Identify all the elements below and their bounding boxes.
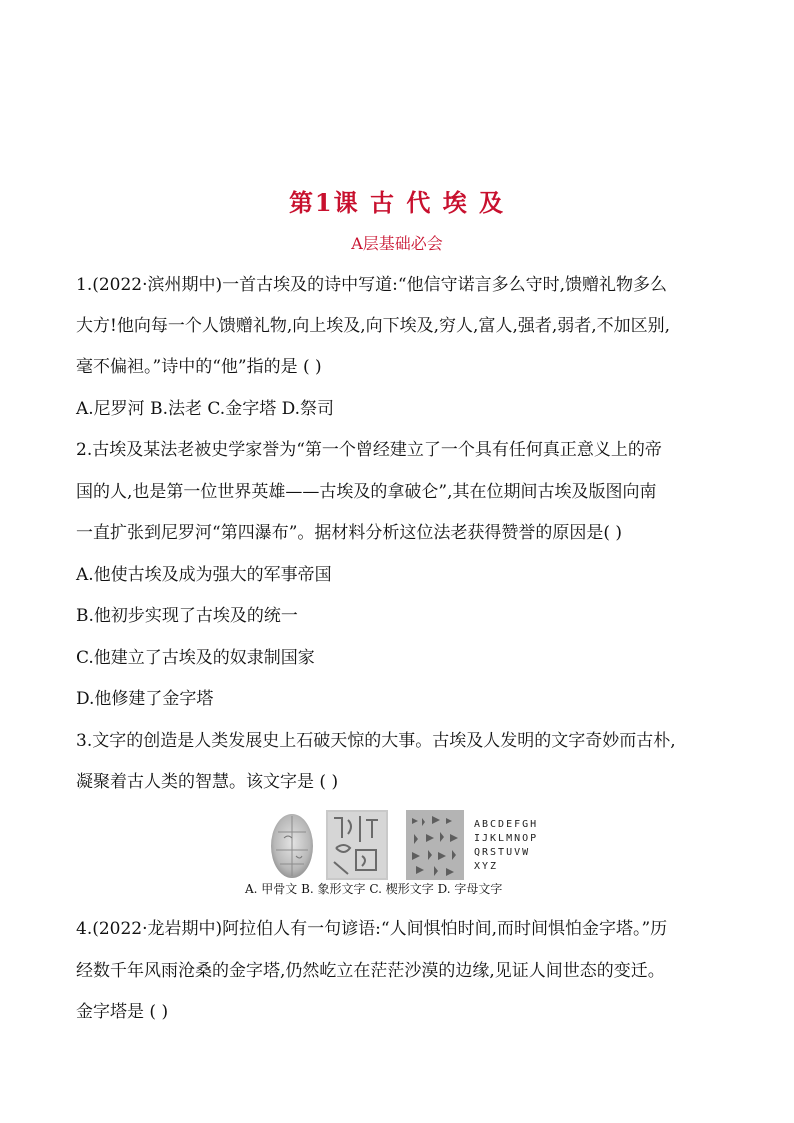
q2-option-a: A.他使古埃及成为强大的军事帝国 xyxy=(76,565,332,585)
alphabet-sample: ABCDEFGH IJKLMNOP QRSTUVW XYZ xyxy=(474,819,539,872)
q2-line-2: 国的人,也是第一位世界英雄——古埃及的拿破仑”,其在位期间古埃及版图向南 xyxy=(76,482,657,502)
q4-line-3: 金字塔是 ( ) xyxy=(76,1002,169,1022)
q1-line-2: 大方!他向每一个人馈赠礼物,向上埃及,向下埃及,穷人,富人,强者,弱者,不加区别, xyxy=(76,316,671,336)
q1-options: A.尼罗河 B.法老 C.金字塔 D.祭司 xyxy=(76,399,335,419)
q2-line-1: 2.古埃及某法老被史学家誉为“第一个曾经建立了一个具有任何真正意义上的帝 xyxy=(76,440,662,460)
cuneiform-picture xyxy=(406,810,464,880)
q4-line-2: 经数千年风雨沧桑的金字塔,仍然屹立在茫茫沙漠的边缘,见证人间世态的变迁。 xyxy=(76,961,665,981)
oracle-bone-picture xyxy=(268,810,316,880)
q1-line-3: 毫不偏袒。”诗中的“他”指的是 ( ) xyxy=(76,357,322,377)
q3-line-2: 凝聚着古人类的智慧。该文字是 ( ) xyxy=(76,772,339,792)
image-caption: A. 甲骨文 B. 象形文字 C. 楔形文字 D. 字母文字 xyxy=(245,882,503,896)
section-heading: A层基础必会 xyxy=(351,234,443,253)
q3-line-1: 3.文字的创造是人类发展史上石破天惊的大事。古埃及人发明的文字奇妙而古朴, xyxy=(76,731,676,751)
q2-option-b: B.他初步实现了古埃及的统一 xyxy=(76,606,298,626)
hieroglyph-picture xyxy=(326,810,388,880)
q1-line-1: 1.(2022·滨州期中)一首古埃及的诗中写道:“他信守诺言多么守时,馈赠礼物多么 xyxy=(76,275,667,295)
q2-option-c: C.他建立了古埃及的奴隶制国家 xyxy=(76,648,315,668)
lesson-title: 第1课 古 代 埃 及 xyxy=(288,188,506,217)
q2-line-3: 一直扩张到尼罗河“第四瀑布”。据材料分析这位法老获得赞誉的原因是( ) xyxy=(76,523,623,543)
q2-option-d: D.他修建了金字塔 xyxy=(76,689,214,709)
q4-line-1: 4.(2022·龙岩期中)阿拉伯人有一句谚语:“人间惧怕时间,而时间惧怕金字塔。”历 xyxy=(76,919,668,939)
